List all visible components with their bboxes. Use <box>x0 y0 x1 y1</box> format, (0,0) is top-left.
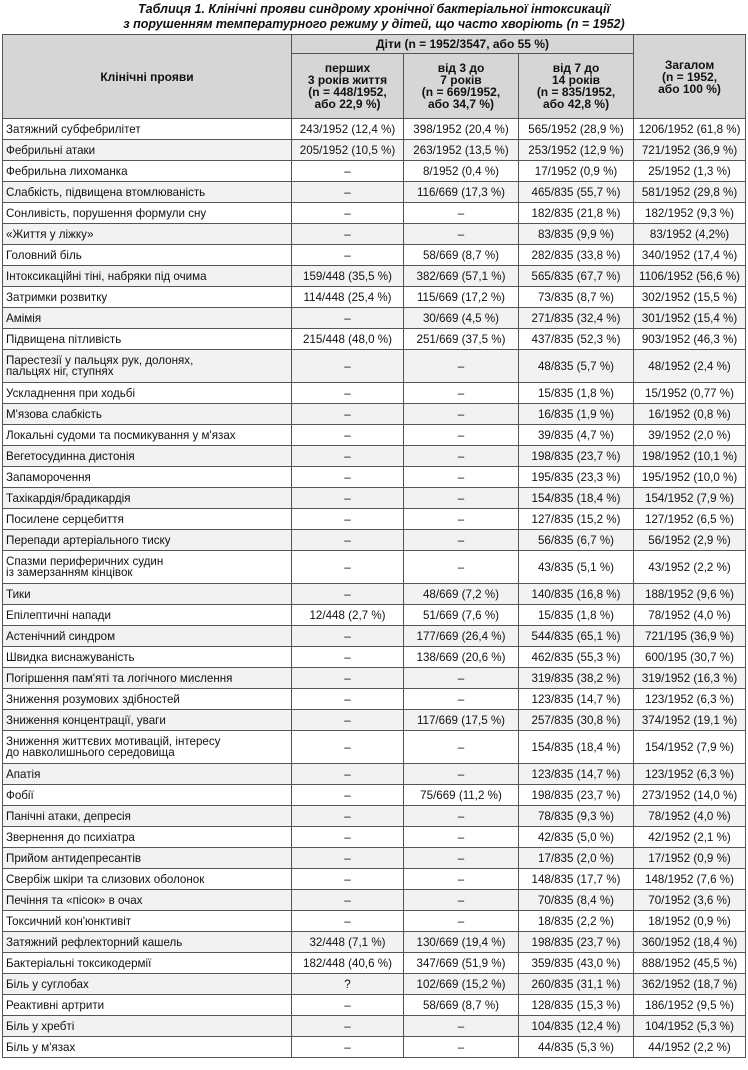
row-value: 70/835 (8,4 %) <box>519 890 634 911</box>
caption-line-2: з порушенням температурного режиму у дітей, що часто хворіють (n = 1952) <box>123 17 625 31</box>
table-row <box>3 488 746 509</box>
row-value: 198/1952 (10,1 %) <box>634 446 746 467</box>
row-value: 360/1952 (18,4 %) <box>634 932 746 953</box>
row-value: – <box>404 383 519 404</box>
table-row <box>3 806 746 827</box>
row-value: 188/1952 (9,6 %) <box>634 584 746 605</box>
row-value: 114/448 (25,4 %) <box>292 287 404 308</box>
row-label: Реактивні артрити <box>3 995 292 1016</box>
table-row <box>3 245 746 266</box>
row-value: – <box>404 848 519 869</box>
row-value: 138/669 (20,6 %) <box>404 647 519 668</box>
row-value: 16/835 (1,9 %) <box>519 404 634 425</box>
row-value: 154/1952 (7,9 %) <box>634 731 746 764</box>
row-value: 123/835 (14,7 %) <box>519 689 634 710</box>
row-value: 12/448 (2,7 %) <box>292 605 404 626</box>
row-value: 15/835 (1,8 %) <box>519 383 634 404</box>
row-value: 177/669 (26,4 %) <box>404 626 519 647</box>
row-value: – <box>292 764 404 785</box>
row-value: – <box>292 785 404 806</box>
row-value: 251/669 (37,5 %) <box>404 329 519 350</box>
table-row <box>3 308 746 329</box>
row-value: – <box>292 182 404 203</box>
row-value: 18/835 (2,2 %) <box>519 911 634 932</box>
row-value: 123/1952 (6,3 %) <box>634 764 746 785</box>
row-label: М'язова слабкість <box>3 404 292 425</box>
row-value: 154/835 (18,4 %) <box>519 488 634 509</box>
row-label: Бактеріальні токсикодермії <box>3 953 292 974</box>
row-label: Панічні атаки, депресія <box>3 806 292 827</box>
row-value: – <box>292 890 404 911</box>
table-row <box>3 446 746 467</box>
row-value: 58/669 (8,7 %) <box>404 245 519 266</box>
table-row <box>3 350 746 383</box>
row-value: 362/1952 (18,7 %) <box>634 974 746 995</box>
row-value: 903/1952 (46,3 %) <box>634 329 746 350</box>
row-value: – <box>292 551 404 584</box>
row-value: – <box>292 995 404 1016</box>
row-value: – <box>292 350 404 383</box>
row-value: – <box>404 446 519 467</box>
row-label: «Життя у ліжку» <box>3 224 292 245</box>
table-row <box>3 1037 746 1058</box>
row-label: Печіння та «пісок» в очах <box>3 890 292 911</box>
row-label: Ускладнення при ходьбі <box>3 383 292 404</box>
table-row <box>3 119 746 140</box>
row-value: 273/1952 (14,0 %) <box>634 785 746 806</box>
table-row <box>3 869 746 890</box>
table-row <box>3 911 746 932</box>
row-value: 398/1952 (20,4 %) <box>404 119 519 140</box>
row-value: – <box>292 647 404 668</box>
row-value: – <box>292 689 404 710</box>
header-group-3: від 7 до 14 років (n = 835/1952, або 42,8 %) <box>519 54 634 119</box>
row-value: 104/1952 (5,3 %) <box>634 1016 746 1037</box>
row-value: – <box>404 1037 519 1058</box>
row-value: 186/1952 (9,5 %) <box>634 995 746 1016</box>
row-label: Прийом антидепресантів <box>3 848 292 869</box>
row-value: 123/1952 (6,3 %) <box>634 689 746 710</box>
row-value: – <box>404 467 519 488</box>
row-value: 721/195 (36,9 %) <box>634 626 746 647</box>
row-label: Біль у суглобах <box>3 974 292 995</box>
row-value: 159/448 (35,5 %) <box>292 266 404 287</box>
table-row <box>3 689 746 710</box>
row-value: – <box>292 530 404 551</box>
row-label: Астенічний синдром <box>3 626 292 647</box>
table-row <box>3 404 746 425</box>
row-value: 437/835 (52,3 %) <box>519 329 634 350</box>
row-value: 75/669 (11,2 %) <box>404 785 519 806</box>
row-value: 8/1952 (0,4 %) <box>404 161 519 182</box>
table-row <box>3 530 746 551</box>
row-value: 195/1952 (10,0 %) <box>634 467 746 488</box>
row-value: 130/669 (19,4 %) <box>404 932 519 953</box>
row-value: – <box>292 827 404 848</box>
table-row <box>3 182 746 203</box>
row-value: 198/835 (23,7 %) <box>519 932 634 953</box>
row-value: 182/835 (21,8 %) <box>519 203 634 224</box>
table-row <box>3 329 746 350</box>
row-label: Зниження життєвих мотивацій, інтересу до навколишнього середовища <box>3 731 292 764</box>
row-value: – <box>292 1016 404 1037</box>
table-row <box>3 1016 746 1037</box>
row-value: – <box>404 1016 519 1037</box>
row-value: – <box>404 224 519 245</box>
row-value: – <box>292 731 404 764</box>
row-label: Тахікардія/брадикардія <box>3 488 292 509</box>
row-label: Біль у м'язах <box>3 1037 292 1058</box>
row-value: 319/1952 (16,3 %) <box>634 668 746 689</box>
row-value: 374/1952 (19,1 %) <box>634 710 746 731</box>
row-value: 42/1952 (2,1 %) <box>634 827 746 848</box>
row-value: 17/835 (2,0 %) <box>519 848 634 869</box>
row-label: Підвищена пітливість <box>3 329 292 350</box>
row-label: Посилене серцебиття <box>3 509 292 530</box>
row-value: 104/835 (12,4 %) <box>519 1016 634 1037</box>
row-value: 347/669 (51,9 %) <box>404 953 519 974</box>
row-value: – <box>292 203 404 224</box>
row-value: 78/1952 (4,0 %) <box>634 806 746 827</box>
table-row <box>3 764 746 785</box>
row-value: 116/669 (17,3 %) <box>404 182 519 203</box>
table-row <box>3 974 746 995</box>
row-value: – <box>404 425 519 446</box>
row-value: – <box>292 584 404 605</box>
table-row <box>3 425 746 446</box>
row-value: 17/1952 (0,9 %) <box>519 161 634 182</box>
row-value: 1206/1952 (61,8 %) <box>634 119 746 140</box>
row-value: 48/1952 (2,4 %) <box>634 350 746 383</box>
row-value: – <box>404 869 519 890</box>
row-value: 83/1952 (4,2%) <box>634 224 746 245</box>
caption-line-1: Таблиця 1. Клінічні прояви синдрому хронічної бактеріальної інтоксикації <box>138 2 610 16</box>
row-value: 148/1952 (7,6 %) <box>634 869 746 890</box>
table-caption <box>0 0 748 34</box>
row-label: Вегетосудинна дистонія <box>3 446 292 467</box>
row-value: 253/1952 (12,9 %) <box>519 140 634 161</box>
row-value: 340/1952 (17,4 %) <box>634 245 746 266</box>
row-value: 359/835 (43,0 %) <box>519 953 634 974</box>
table-row <box>3 383 746 404</box>
table-row <box>3 932 746 953</box>
row-value: – <box>292 668 404 689</box>
row-value: 56/1952 (2,9 %) <box>634 530 746 551</box>
row-label: Фобії <box>3 785 292 806</box>
row-value: 243/1952 (12,4 %) <box>292 119 404 140</box>
row-label: Токсичний кон'юнктивіт <box>3 911 292 932</box>
row-value: 78/1952 (4,0 %) <box>634 605 746 626</box>
row-value: – <box>292 806 404 827</box>
row-value: – <box>292 425 404 446</box>
table-body <box>3 119 746 1058</box>
row-value: 154/835 (18,4 %) <box>519 731 634 764</box>
header-group-2: від 3 до 7 років (n = 669/1952, або 34,7 %) <box>404 54 519 119</box>
row-value: 271/835 (32,4 %) <box>519 308 634 329</box>
row-value: – <box>292 383 404 404</box>
row-label: Зниження концентрації, уваги <box>3 710 292 731</box>
table-row <box>3 995 746 1016</box>
row-value: 43/835 (5,1 %) <box>519 551 634 584</box>
row-value: – <box>292 446 404 467</box>
row-label: Інтоксикаційні тіні, набряки під очима <box>3 266 292 287</box>
row-value: 263/1952 (13,5 %) <box>404 140 519 161</box>
row-value: 182/1952 (9,3 %) <box>634 203 746 224</box>
row-value: 140/835 (16,8 %) <box>519 584 634 605</box>
row-value: 282/835 (33,8 %) <box>519 245 634 266</box>
row-value: 127/1952 (6,5 %) <box>634 509 746 530</box>
row-value: 73/835 (8,7 %) <box>519 287 634 308</box>
row-value: – <box>292 308 404 329</box>
row-value: – <box>292 161 404 182</box>
row-value: 565/1952 (28,9 %) <box>519 119 634 140</box>
row-value: – <box>404 530 519 551</box>
row-value: 44/1952 (2,2 %) <box>634 1037 746 1058</box>
table-row <box>3 161 746 182</box>
row-label: Свербіж шкіри та слизових оболонок <box>3 869 292 890</box>
row-value: 51/669 (7,6 %) <box>404 605 519 626</box>
row-label: Апатія <box>3 764 292 785</box>
row-label: Парестезії у пальцях рук, долонях, пальцях ніг, ступнях <box>3 350 292 383</box>
row-value: 128/835 (15,3 %) <box>519 995 634 1016</box>
row-value: 44/835 (5,3 %) <box>519 1037 634 1058</box>
row-value: 195/835 (23,3 %) <box>519 467 634 488</box>
table-row <box>3 224 746 245</box>
row-value: 215/448 (48,0 %) <box>292 329 404 350</box>
header-children: Діти (n = 1952/3547, або 55 %) <box>292 35 634 54</box>
row-value: – <box>404 806 519 827</box>
row-value: – <box>404 764 519 785</box>
header-group-1: перших 3 років життя (n = 448/1952, або 22,9 %) <box>292 54 404 119</box>
table-row <box>3 287 746 308</box>
row-label: Затримки розвитку <box>3 287 292 308</box>
row-value: 205/1952 (10,5 %) <box>292 140 404 161</box>
row-value: 32/448 (7,1 %) <box>292 932 404 953</box>
row-label: Запаморочення <box>3 467 292 488</box>
row-value: 465/835 (55,7 %) <box>519 182 634 203</box>
table-row <box>3 827 746 848</box>
row-label: Зниження розумових здібностей <box>3 689 292 710</box>
row-label: Звернення до психіатра <box>3 827 292 848</box>
row-label: Фебрильна лихоманка <box>3 161 292 182</box>
row-value: – <box>292 911 404 932</box>
row-value: 198/835 (23,7 %) <box>519 785 634 806</box>
row-value: – <box>292 710 404 731</box>
row-value: 18/1952 (0,9 %) <box>634 911 746 932</box>
row-value: 115/669 (17,2 %) <box>404 287 519 308</box>
row-value: 56/835 (6,7 %) <box>519 530 634 551</box>
row-value: – <box>292 467 404 488</box>
header-clinical: Клінічні прояви <box>3 35 292 119</box>
row-value: 78/835 (9,3 %) <box>519 806 634 827</box>
row-value: – <box>292 1037 404 1058</box>
row-value: – <box>292 626 404 647</box>
row-label: Головний біль <box>3 245 292 266</box>
row-value: 25/1952 (1,3 %) <box>634 161 746 182</box>
row-value: – <box>404 827 519 848</box>
row-value: – <box>292 245 404 266</box>
row-value: 302/1952 (15,5 %) <box>634 287 746 308</box>
row-value: – <box>404 350 519 383</box>
row-value: 16/1952 (0,8 %) <box>634 404 746 425</box>
row-value: – <box>292 224 404 245</box>
row-value: 319/835 (38,2 %) <box>519 668 634 689</box>
row-value: 43/1952 (2,2 %) <box>634 551 746 584</box>
row-value: – <box>404 203 519 224</box>
row-value: 15/1952 (0,77 %) <box>634 383 746 404</box>
row-value: 30/669 (4,5 %) <box>404 308 519 329</box>
row-value: 600/195 (30,7 %) <box>634 647 746 668</box>
row-value: 39/1952 (2,0 %) <box>634 425 746 446</box>
row-value: – <box>404 509 519 530</box>
table-row <box>3 551 746 584</box>
row-label: Погіршення пам'яті та логічного мислення <box>3 668 292 689</box>
table-row <box>3 605 746 626</box>
row-label: Перепади артеріального тиску <box>3 530 292 551</box>
row-value: – <box>292 488 404 509</box>
row-value: 1106/1952 (56,6 %) <box>634 266 746 287</box>
row-value: 102/669 (15,2 %) <box>404 974 519 995</box>
row-label: Швидка виснажуваність <box>3 647 292 668</box>
table-row <box>3 890 746 911</box>
row-value: – <box>404 731 519 764</box>
row-label: Затяжний субфебрилітет <box>3 119 292 140</box>
row-value: – <box>404 668 519 689</box>
row-value: – <box>292 404 404 425</box>
table-row <box>3 710 746 731</box>
row-value: 182/448 (40,6 %) <box>292 953 404 974</box>
row-label: Затяжний рефлекторний кашель <box>3 932 292 953</box>
header-total: Загалом (n = 1952, або 100 %) <box>634 35 746 119</box>
row-value: – <box>404 689 519 710</box>
row-value: 544/835 (65,1 %) <box>519 626 634 647</box>
row-value: – <box>404 911 519 932</box>
row-value: – <box>404 404 519 425</box>
table-row <box>3 785 746 806</box>
row-value: 83/835 (9,9 %) <box>519 224 634 245</box>
row-value: 48/835 (5,7 %) <box>519 350 634 383</box>
row-value: ? <box>292 974 404 995</box>
clinical-table <box>2 34 746 1058</box>
row-value: 888/1952 (45,5 %) <box>634 953 746 974</box>
row-value: 462/835 (55,3 %) <box>519 647 634 668</box>
row-value: 148/835 (17,7 %) <box>519 869 634 890</box>
row-value: – <box>404 890 519 911</box>
row-value: 48/669 (7,2 %) <box>404 584 519 605</box>
table-row <box>3 584 746 605</box>
row-value: 42/835 (5,0 %) <box>519 827 634 848</box>
row-label: Амімія <box>3 308 292 329</box>
table-row <box>3 140 746 161</box>
row-value: 581/1952 (29,8 %) <box>634 182 746 203</box>
row-value: 198/835 (23,7 %) <box>519 446 634 467</box>
table-row <box>3 509 746 530</box>
row-label: Біль у хребті <box>3 1016 292 1037</box>
row-value: 260/835 (31,1 %) <box>519 974 634 995</box>
row-value: 15/835 (1,8 %) <box>519 605 634 626</box>
table-row <box>3 203 746 224</box>
row-value: 382/669 (57,1 %) <box>404 266 519 287</box>
table-header <box>3 35 746 119</box>
row-label: Епілептичні напади <box>3 605 292 626</box>
row-value: 17/1952 (0,9 %) <box>634 848 746 869</box>
row-label: Спазми периферичних судин із замерзанням кінцівок <box>3 551 292 584</box>
row-value: – <box>292 869 404 890</box>
table-row <box>3 266 746 287</box>
row-value: 123/835 (14,7 %) <box>519 764 634 785</box>
table-row <box>3 467 746 488</box>
table-row <box>3 647 746 668</box>
row-label: Фебрильні атаки <box>3 140 292 161</box>
row-value: 721/1952 (36,9 %) <box>634 140 746 161</box>
row-value: 154/1952 (7,9 %) <box>634 488 746 509</box>
row-value: 301/1952 (15,4 %) <box>634 308 746 329</box>
table-row <box>3 668 746 689</box>
table-row <box>3 626 746 647</box>
row-label: Тики <box>3 584 292 605</box>
row-value: – <box>292 509 404 530</box>
row-value: – <box>404 551 519 584</box>
row-value: – <box>292 848 404 869</box>
row-value: 39/835 (4,7 %) <box>519 425 634 446</box>
table-row <box>3 731 746 764</box>
row-value: 127/835 (15,2 %) <box>519 509 634 530</box>
table-row <box>3 848 746 869</box>
row-value: 565/835 (67,7 %) <box>519 266 634 287</box>
row-value: 117/669 (17,5 %) <box>404 710 519 731</box>
row-label: Локальні судоми та посмикування у м'язах <box>3 425 292 446</box>
row-label: Сонливість, порушення формули сну <box>3 203 292 224</box>
row-value: 58/669 (8,7 %) <box>404 995 519 1016</box>
row-value: – <box>404 488 519 509</box>
row-value: 70/1952 (3,6 %) <box>634 890 746 911</box>
table-row <box>3 953 746 974</box>
row-label: Слабкість, підвищена втомлюваність <box>3 182 292 203</box>
row-value: 257/835 (30,8 %) <box>519 710 634 731</box>
